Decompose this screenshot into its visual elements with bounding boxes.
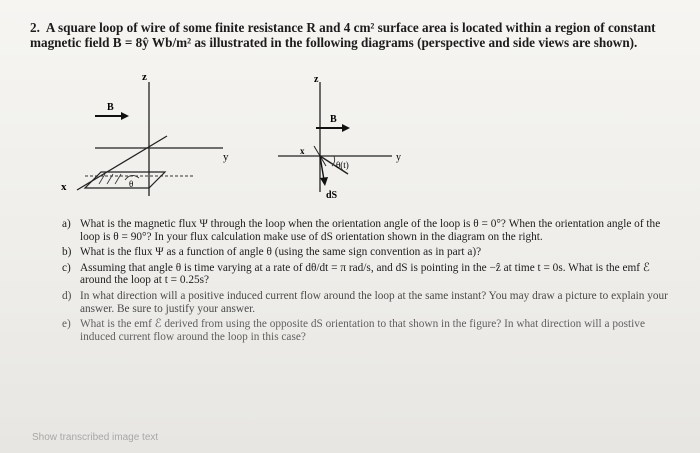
x-axis-label: x (300, 146, 305, 156)
part-text: What is the flux Ψ as a function of angle θ (using the same sign convention as in part a)? (80, 246, 482, 259)
b-label: B (107, 102, 114, 113)
part-d (62, 290, 680, 315)
part-e (62, 318, 680, 343)
part-label: b) (62, 246, 72, 259)
question-number: 2. (30, 20, 40, 35)
y-axis-label: y (396, 152, 401, 163)
question-text: A square loop of wire of some finite resistance R and 4 cm² surface area is located within a region of constant magnetic field B = 8ŷ Wb/m² as illustrated in the following diagrams (perspective and side views are shown). (30, 20, 656, 50)
z-axis-label: z (142, 74, 147, 83)
part-label: d) (62, 289, 72, 302)
part-label: e) (62, 318, 71, 331)
ds-label: dS (326, 190, 338, 201)
z-axis-label: z (314, 74, 319, 85)
theta-label: θ(t) (336, 160, 349, 170)
side-view-diagram (268, 74, 428, 204)
b-arrowhead (121, 112, 129, 120)
question-parts (62, 218, 680, 346)
b-arrowhead (342, 124, 350, 132)
part-text: Assuming that angle θ is time varying at a rate of dθ/dt = π rad/s, and dS is pointing in the −ẑ at time t = 0s. What is the emf ℰ around the loop at t = 0.25s? (80, 261, 650, 287)
part-text: What is the magnetic flux Ψ through the loop when the orientation angle of the loop is θ = 0°? When the orientation angle of the loop is θ = 90°? In your flux calculation make use of dS orientation shown in the diagram on the right. (80, 218, 661, 243)
part-label: c) (62, 261, 71, 274)
part-b (62, 246, 680, 259)
part-text: In what direction will a positive induced current flow around the loop at the same instant? You may draw a picture to explain your answer. Be sure to justify your answer. (80, 289, 668, 315)
show-transcribed-link[interactable]: Show transcribed image text (32, 432, 159, 443)
question-statement (30, 20, 680, 50)
x-axis-label: x (61, 181, 67, 193)
part-a (62, 218, 680, 243)
y-axis-label: y (223, 151, 229, 163)
part-c (62, 262, 680, 287)
part-text: What is the emf ℰ derived from using the opposite dS orientation to that shown in the figure? In what direction will a postive induced current flow around the loop in this case? (80, 318, 645, 343)
part-label: a) (62, 218, 71, 230)
b-label: B (330, 114, 337, 125)
ds-arrowhead (320, 177, 328, 186)
perspective-diagram (55, 74, 255, 204)
theta-label: θ (129, 179, 134, 189)
